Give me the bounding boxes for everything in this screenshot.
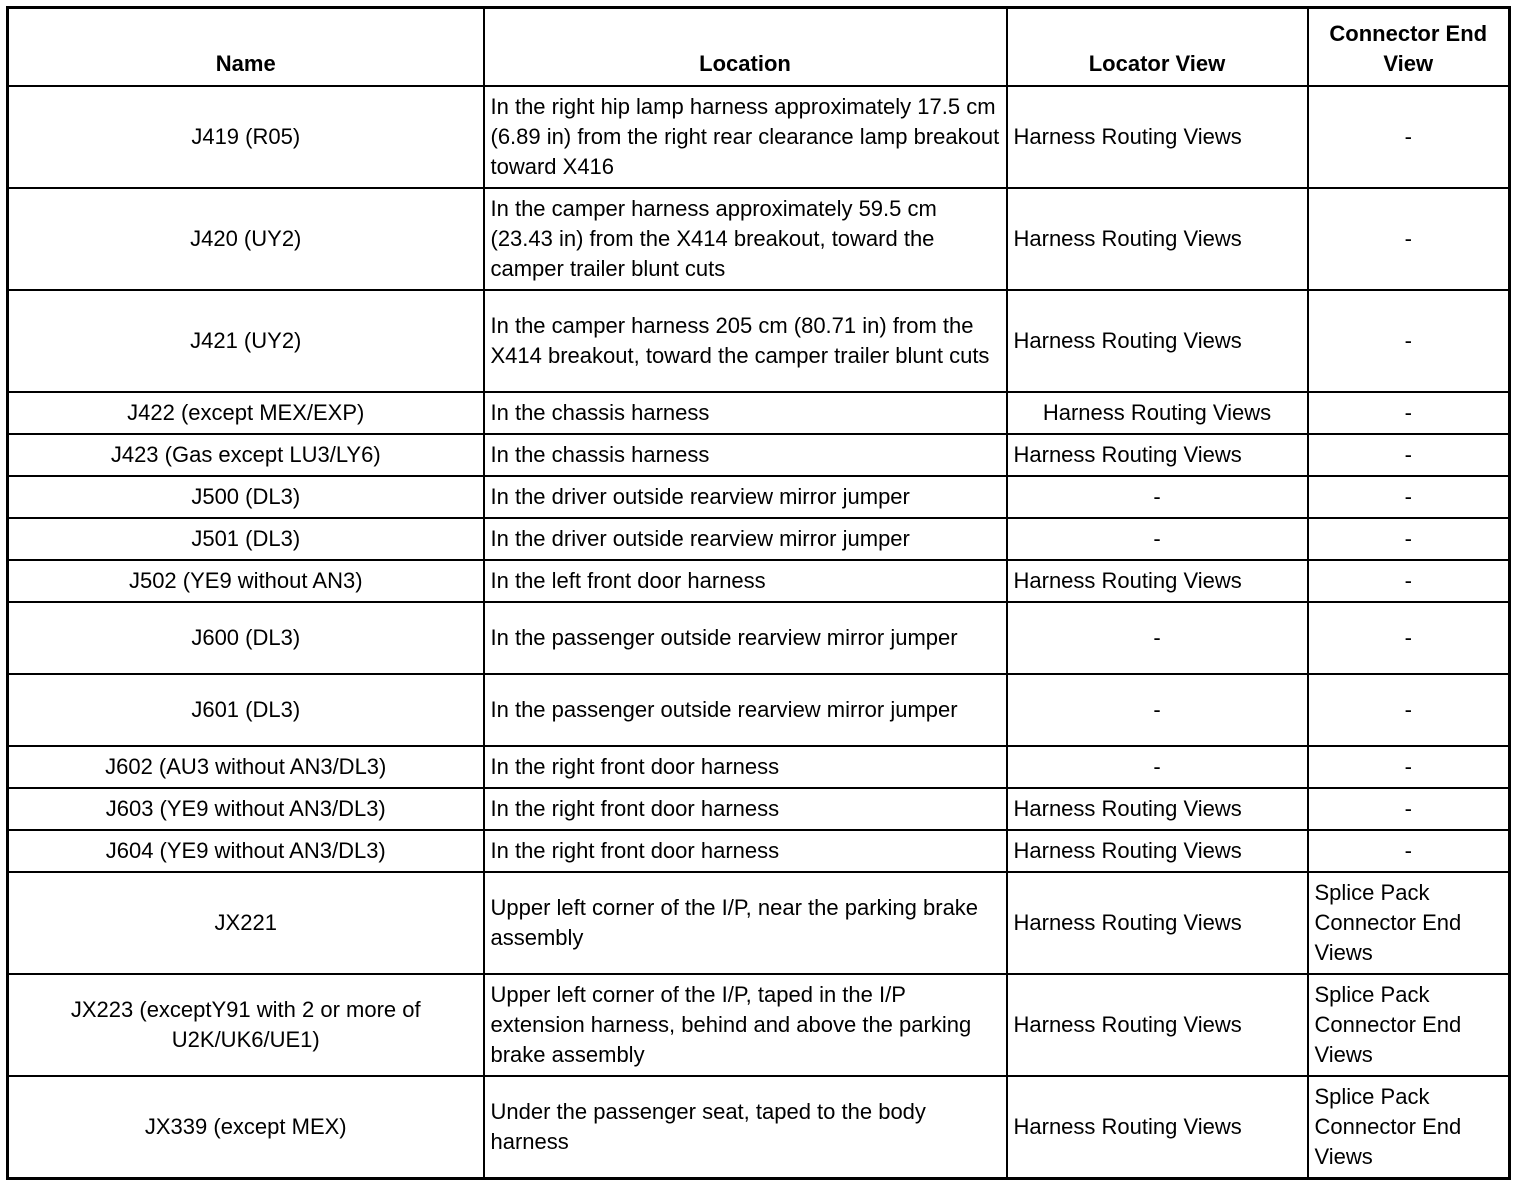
table-row: [8, 434, 1510, 476]
cell-name: J423 (Gas except LU3/LY6): [8, 434, 484, 476]
cell-connector-end-view: -: [1308, 602, 1510, 674]
cell-locator-view: -: [1007, 476, 1308, 518]
cell-locator-view: -: [1007, 674, 1308, 746]
cell-connector-end-view[interactable]: Splice Pack Connector End Views: [1308, 1076, 1510, 1179]
table-row: [8, 872, 1510, 974]
table-row: [8, 1076, 1510, 1179]
table-row: [8, 746, 1510, 788]
cell-locator-view[interactable]: Harness Routing Views: [1007, 392, 1308, 434]
cell-name: J501 (DL3): [8, 518, 484, 560]
cell-locator-view[interactable]: Harness Routing Views: [1007, 290, 1308, 392]
table-header-row: [8, 8, 1510, 87]
cell-name: J421 (UY2): [8, 290, 484, 392]
cell-locator-view[interactable]: Harness Routing Views: [1007, 830, 1308, 872]
cell-connector-end-view: -: [1308, 518, 1510, 560]
cell-locator-view: -: [1007, 518, 1308, 560]
cell-connector-end-view: -: [1308, 830, 1510, 872]
cell-locator-view: -: [1007, 746, 1308, 788]
cell-location: Under the passenger seat, taped to the body harness: [484, 1076, 1007, 1179]
table-row: [8, 86, 1510, 188]
cell-connector-end-view: -: [1308, 746, 1510, 788]
cell-connector-end-view: -: [1308, 188, 1510, 290]
table-row: [8, 674, 1510, 746]
cell-connector-end-view: -: [1308, 392, 1510, 434]
cell-location: In the passenger outside rearview mirror jumper: [484, 602, 1007, 674]
cell-location: In the right front door harness: [484, 830, 1007, 872]
table-row: [8, 188, 1510, 290]
cell-name: JX221: [8, 872, 484, 974]
cell-locator-view[interactable]: Harness Routing Views: [1007, 434, 1308, 476]
cell-connector-end-view: -: [1308, 674, 1510, 746]
cell-location: In the right hip lamp harness approximately 17.5 cm (6.89 in) from the right rear clearance lamp breakout toward X416: [484, 86, 1007, 188]
table-row: [8, 974, 1510, 1076]
header-location: Location: [484, 8, 1007, 87]
cell-locator-view[interactable]: Harness Routing Views: [1007, 872, 1308, 974]
cell-name: J500 (DL3): [8, 476, 484, 518]
cell-locator-view[interactable]: Harness Routing Views: [1007, 974, 1308, 1076]
table-row: [8, 602, 1510, 674]
cell-locator-view[interactable]: Harness Routing Views: [1007, 560, 1308, 602]
header-locator-view: Locator View: [1007, 8, 1308, 87]
cell-locator-view[interactable]: Harness Routing Views: [1007, 1076, 1308, 1179]
cell-connector-end-view: -: [1308, 560, 1510, 602]
table-row: [8, 788, 1510, 830]
table-row: [8, 290, 1510, 392]
cell-name: J419 (R05): [8, 86, 484, 188]
table-row: [8, 560, 1510, 602]
table-row: [8, 392, 1510, 434]
cell-name: J600 (DL3): [8, 602, 484, 674]
splice-location-table: [6, 6, 1511, 1180]
cell-locator-view[interactable]: Harness Routing Views: [1007, 788, 1308, 830]
cell-connector-end-view[interactable]: Splice Pack Connector End Views: [1308, 974, 1510, 1076]
cell-name: J604 (YE9 without AN3/DL3): [8, 830, 484, 872]
table-row: [8, 518, 1510, 560]
cell-location: In the driver outside rearview mirror jumper: [484, 476, 1007, 518]
cell-name: J422 (except MEX/EXP): [8, 392, 484, 434]
cell-name: J420 (UY2): [8, 188, 484, 290]
cell-location: In the right front door harness: [484, 746, 1007, 788]
cell-connector-end-view: -: [1308, 86, 1510, 188]
cell-locator-view[interactable]: Harness Routing Views: [1007, 188, 1308, 290]
cell-location: In the chassis harness: [484, 392, 1007, 434]
cell-location: In the camper harness approximately 59.5 cm (23.43 in) from the X414 breakout, toward the camper trailer blunt cuts: [484, 188, 1007, 290]
cell-name: J602 (AU3 without AN3/DL3): [8, 746, 484, 788]
cell-location: Upper left corner of the I/P, near the parking brake assembly: [484, 872, 1007, 974]
cell-location: In the chassis harness: [484, 434, 1007, 476]
cell-name: J502 (YE9 without AN3): [8, 560, 484, 602]
cell-location: In the left front door harness: [484, 560, 1007, 602]
header-connector-end-view: Connector End View: [1308, 8, 1510, 87]
cell-name: JX223 (exceptY91 with 2 or more of U2K/UK6/UE1): [8, 974, 484, 1076]
header-name: Name: [8, 8, 484, 87]
cell-name: J601 (DL3): [8, 674, 484, 746]
cell-locator-view: -: [1007, 602, 1308, 674]
cell-location: In the passenger outside rearview mirror jumper: [484, 674, 1007, 746]
cell-name: JX339 (except MEX): [8, 1076, 484, 1179]
cell-name: J603 (YE9 without AN3/DL3): [8, 788, 484, 830]
cell-connector-end-view: -: [1308, 476, 1510, 518]
cell-connector-end-view: -: [1308, 434, 1510, 476]
cell-connector-end-view[interactable]: Splice Pack Connector End Views: [1308, 872, 1510, 974]
cell-connector-end-view: -: [1308, 788, 1510, 830]
table-row: [8, 830, 1510, 872]
table-row: [8, 476, 1510, 518]
cell-location: In the camper harness 205 cm (80.71 in) from the X414 breakout, toward the camper trailer blunt cuts: [484, 290, 1007, 392]
cell-connector-end-view: -: [1308, 290, 1510, 392]
cell-location: Upper left corner of the I/P, taped in the I/P extension harness, behind and above the parking brake assembly: [484, 974, 1007, 1076]
cell-location: In the driver outside rearview mirror jumper: [484, 518, 1007, 560]
cell-location: In the right front door harness: [484, 788, 1007, 830]
cell-locator-view[interactable]: Harness Routing Views: [1007, 86, 1308, 188]
